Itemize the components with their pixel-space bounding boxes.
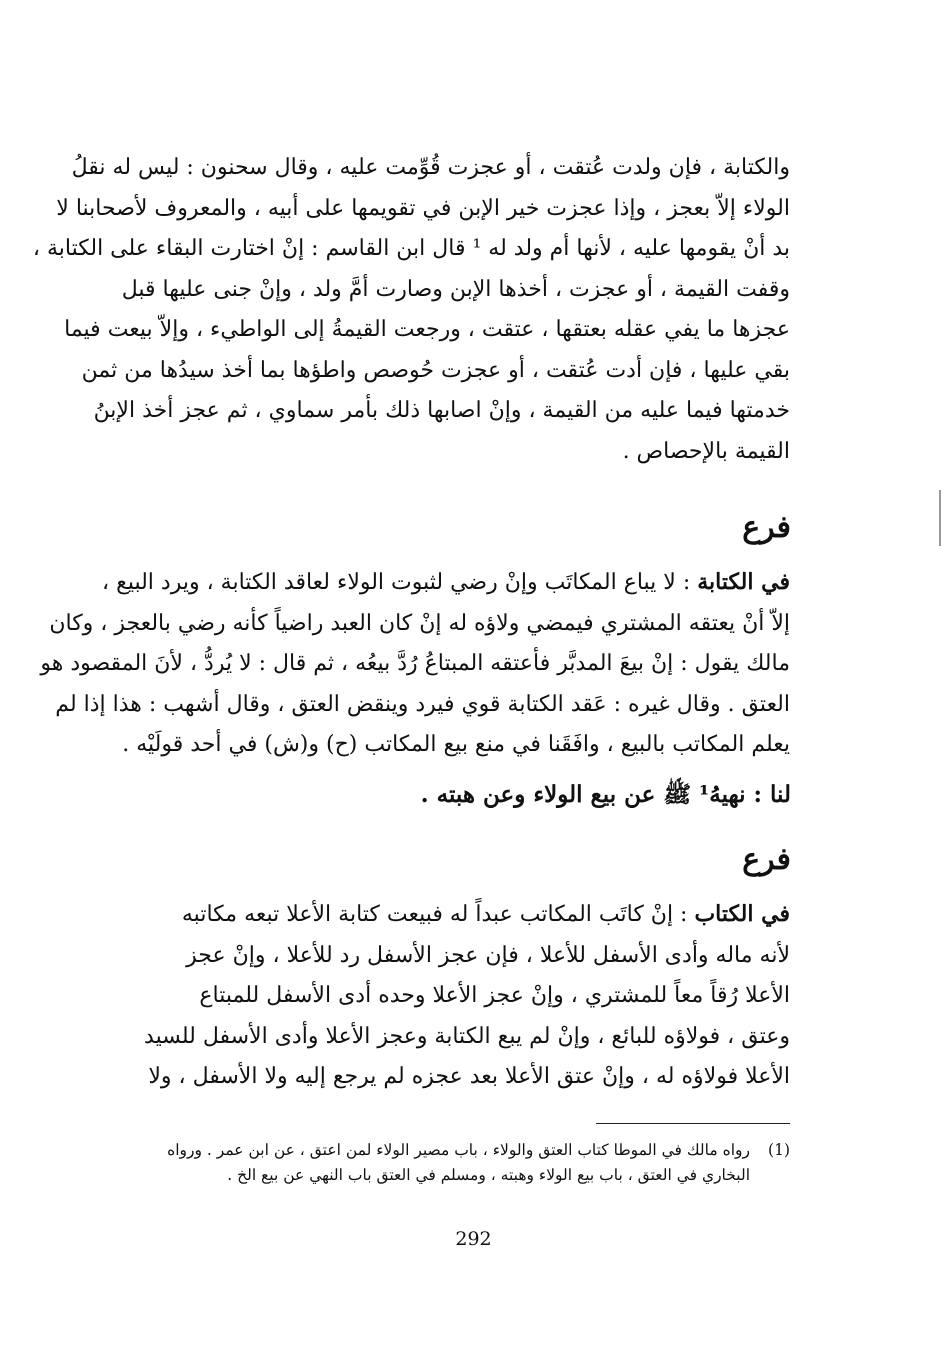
section-heading-1: فرع [742,510,791,545]
paragraph-2-line: العتق . وقال غيره : عَقد الكتابة قوي فيرد وينقض العتق ، وقال أشهب : هذا إذا لم [55,691,790,717]
paragraph-1-line: والكتابة ، فإن ولدت عُتقت ، أو عجزت قُوِّمت عليه ، وقال سحنون : ليس له نقلُ [71,155,790,180]
footnote-divider [596,1123,790,1124]
paragraph-1-line: بقي عليها ، فإن أدت عُتقت ، أو عجزت حُوصص واطؤها بما أخذ سيدُها من ثمن [81,357,790,383]
footnote-text-1: رواه مالك في الموطا كتاب العتق والولاء ، باب مصير الولاء لمن اعتق ، عن ابن عمر . ورواه [167,1141,750,1159]
paragraph-1-line: وقفت القيمة ، أو عجزت ، أخذها الإبن وصارت أمَّ ولد ، وإنْ جنى عليها قبل [121,276,790,302]
paragraph-3 [118,894,790,1098]
paragraph-2-first-line [102,562,790,604]
paragraph-1-line: القيمة بالإحصاص . [622,438,790,464]
paragraph-1 [32,148,790,472]
footnote-number: (1) [768,1141,790,1159]
paragraph-2-first-rest: : لا يباع المكاتَب وإنْ رضي لثبوت الولاء لعاقد الكتابة ، ويرد البيع ، [102,570,698,595]
footnote-line-1 [167,1138,790,1163]
paragraph-2-line: مالك يقول : إنْ بيعَ المدبَّر فأعتقه المبتاعُ رُدَّ بيعُه ، ثم قال : لا يُردُّ ، لأنَ المقصود هو [40,651,790,676]
paragraph-3-line: وعتق ، فولاؤه للبائع ، وإنْ لم يبع الكتابة وعجز الأعلا وأدى الأسفل للسيد [144,1023,790,1049]
paragraph-3-first-line [118,894,790,936]
scan-edge-mark [939,490,941,546]
paragraph-1-line: الولاء إلاّ بعجز ، وإذا عجزت خير الإبن في تقويمها على أبيه ، والمعروف لأصحابنا لا [56,195,790,221]
paragraph-1-line: عجزها ما يفي عقله بعتقها ، عتقت ، ورجعت القيمةُ إلى الواطيء ، وإلاّ بيعت فيما [64,317,790,342]
paragraph-3-first-rest: : إنْ كاتَب المكاتب عبداً له فبيعت كتابة الأعلا تبعه مكاتبه [181,902,695,927]
footnote [167,1138,790,1188]
paragraph-2-line: إلاّ أنْ يعتقه المشتري فيمضي ولاؤه له إنْ كان العبد راضياً كأنه رضي بالعجز ، وكان [49,610,790,636]
paragraph-2-lead: في الكتابة [697,569,790,595]
paragraph-1-line: بد أنْ يقومها عليه ، لأنها أم ولد له ¹ قال ابن القاسم : إنْ اختارت البقاء على الكتابة ، [32,236,790,261]
paragraph-3-line: لأنه ماله وأدى الأسفل للأعلا ، فإن عجز الأسفل رد للأعلا ، وإنْ عجز [186,942,790,968]
bold-statement: لنا : نهيهُ¹ ﷺ عن بيع الولاء وعن هبته . [420,781,791,808]
paragraph-3-line: الأعلا رُقاً معاً للمشتري ، وإنْ عجز الأعلا وحده أدى الأسفل للمبتاع [199,983,790,1008]
paragraph-3-line: الأعلا فولاؤه له ، وإنْ عتق الأعلا بعد عجزه لم يرجع إليه ولا الأسفل ، ولا [148,1064,790,1089]
paragraph-2-line: يعلم المكاتب بالبيع ، وافَقَنا في منع بيع المكاتب (ح) و(ش) في أحد قولَيْه . [122,732,790,757]
page-number: 292 [455,1228,492,1250]
paragraph-1-line: خدمتها فيما عليه من القيمة ، وإنْ اصابها ذلك بأمر سماوي ، ثم عجز أخذ الإبنُ [93,398,790,423]
paragraph-2 [40,562,790,766]
footnote-text-2: البخاري في العتق ، باب بيع الولاء وهبته ، ومسلم في العتق باب النهي عن بيع الخ . [227,1166,750,1184]
paragraph-3-lead: في الكتاب [694,901,790,927]
section-heading-2: فرع [742,842,791,877]
